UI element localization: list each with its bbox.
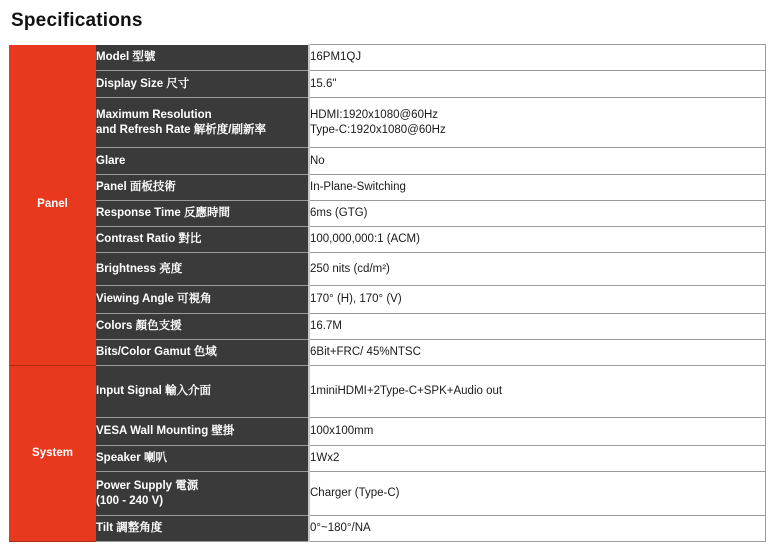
spec-value-text: 100,000,000:1 (ACM) bbox=[310, 233, 420, 245]
spec-label bbox=[96, 418, 309, 446]
table-row bbox=[9, 340, 765, 366]
specifications-table bbox=[9, 44, 766, 542]
spec-label bbox=[96, 340, 309, 366]
spec-label bbox=[96, 71, 309, 98]
spec-value bbox=[309, 227, 765, 253]
spec-label-text: Display Size 尺寸 bbox=[96, 77, 190, 90]
spec-label-text: Speaker 喇叭 bbox=[96, 452, 167, 464]
spec-value bbox=[309, 314, 765, 340]
spec-label bbox=[96, 98, 309, 148]
spec-label-text: Power Supply 電源 bbox=[96, 479, 199, 492]
spec-value bbox=[309, 148, 765, 175]
spec-label bbox=[96, 516, 309, 542]
spec-value-text: 15.6" bbox=[310, 77, 337, 90]
spec-value bbox=[309, 418, 765, 446]
spec-label-text: Model 型號 bbox=[96, 50, 156, 63]
spec-value-text: Charger (Type-C) bbox=[310, 487, 400, 499]
spec-value-text: 250 nits (cd/m²) bbox=[310, 262, 390, 275]
table-row bbox=[9, 418, 765, 446]
spec-label-text: Viewing Angle 可視角 bbox=[96, 293, 212, 305]
spec-value-text: Type-C:1920x1080@60Hz bbox=[310, 123, 446, 136]
table-row bbox=[9, 314, 765, 340]
spec-value bbox=[309, 472, 765, 516]
section-label-panel: Panel bbox=[9, 45, 96, 366]
spec-label-text: Response Time 反應時間 bbox=[96, 207, 230, 219]
spec-label bbox=[96, 446, 309, 472]
spec-value bbox=[309, 98, 765, 148]
spec-value bbox=[309, 175, 765, 201]
spec-label-text: Bits/Color Gamut 色域 bbox=[96, 346, 217, 358]
spec-label bbox=[96, 148, 309, 175]
table-row bbox=[9, 472, 765, 516]
spec-label bbox=[96, 472, 309, 516]
spec-value-text: HDMI:1920x1080@60Hz bbox=[310, 108, 439, 121]
table-row bbox=[9, 227, 765, 253]
spec-label bbox=[96, 253, 309, 286]
section-label-system: System bbox=[9, 366, 96, 542]
spec-label bbox=[96, 201, 309, 227]
spec-value-text: 6Bit+FRC/ 45%NTSC bbox=[310, 346, 421, 358]
spec-label-text: Panel 面板技術 bbox=[96, 181, 176, 193]
spec-value bbox=[309, 253, 765, 286]
spec-value bbox=[309, 286, 765, 314]
spec-value-text: In-Plane-Switching bbox=[310, 181, 406, 193]
spec-label bbox=[96, 45, 309, 71]
table-row bbox=[9, 148, 765, 175]
spec-label-text: VESA Wall Mounting 壁掛 bbox=[96, 425, 235, 437]
spec-label bbox=[96, 286, 309, 314]
table-row bbox=[9, 71, 765, 98]
page-title: Specifications bbox=[11, 10, 143, 31]
spec-value bbox=[309, 201, 765, 227]
spec-label-text: (100 - 240 V) bbox=[96, 494, 164, 507]
spec-label-text: Brightness 亮度 bbox=[96, 262, 183, 275]
table-row bbox=[9, 45, 765, 71]
spec-label bbox=[96, 366, 309, 418]
spec-value-text: No bbox=[310, 154, 325, 167]
spec-value-text: 100x100mm bbox=[310, 425, 374, 437]
spec-value bbox=[309, 516, 765, 542]
spec-label-text: Colors 顏色支援 bbox=[96, 320, 182, 332]
table-row bbox=[9, 446, 765, 472]
spec-label-text: Contrast Ratio 對比 bbox=[96, 233, 202, 245]
table-row bbox=[9, 286, 765, 314]
table-row bbox=[9, 175, 765, 201]
spec-value-text: 16.7M bbox=[310, 320, 342, 332]
table-row bbox=[9, 201, 765, 227]
spec-value-text: 1miniHDMI+2Type-C+SPK+Audio out bbox=[310, 385, 503, 397]
spec-label bbox=[96, 175, 309, 201]
spec-value bbox=[309, 71, 765, 98]
table-row bbox=[9, 366, 765, 418]
table-row bbox=[9, 253, 765, 286]
table-row bbox=[9, 516, 765, 542]
spec-value bbox=[309, 45, 765, 71]
spec-label-text: Maximum Resolution bbox=[96, 108, 212, 121]
spec-label bbox=[96, 227, 309, 253]
spec-value-text: 0°~180°/NA bbox=[310, 522, 371, 534]
spec-value bbox=[309, 340, 765, 366]
spec-label-text: and Refresh Rate 解析度/刷新率 bbox=[96, 123, 266, 136]
spec-label-text: Tilt 調整角度 bbox=[96, 522, 163, 534]
table-row bbox=[9, 98, 765, 148]
spec-label-text: Input Signal 輸入介面 bbox=[96, 385, 211, 397]
spec-value bbox=[309, 446, 765, 472]
spec-label-text: Glare bbox=[96, 154, 126, 167]
spec-value-text: 16PM1QJ bbox=[310, 51, 362, 63]
spec-label bbox=[96, 314, 309, 340]
spec-value bbox=[309, 366, 765, 418]
spec-value-text: 1Wx2 bbox=[310, 452, 340, 464]
spec-value-text: 170° (H), 170° (V) bbox=[310, 293, 402, 305]
spec-value-text: 6ms (GTG) bbox=[310, 207, 368, 219]
